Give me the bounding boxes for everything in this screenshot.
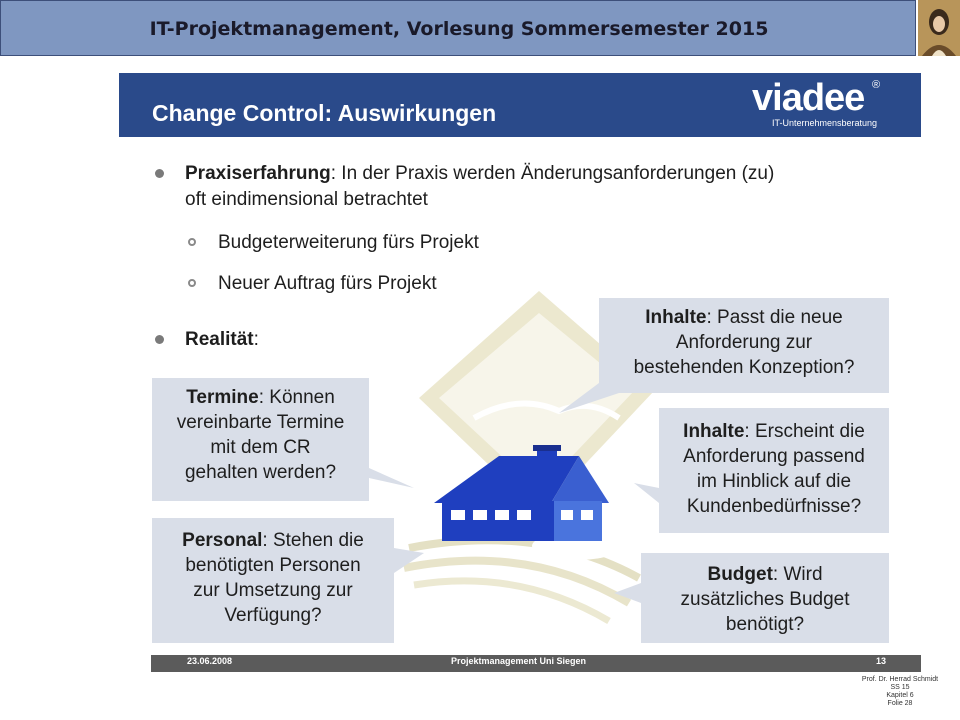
callout-bold: Personal bbox=[182, 530, 263, 551]
top-banner bbox=[0, 0, 916, 56]
callout-inhalte-kunden bbox=[659, 419, 889, 519]
callout-line: zusätzliches Budget bbox=[680, 589, 850, 610]
portrait-image bbox=[918, 0, 960, 56]
bullet-bold: Praxiserfahrung bbox=[185, 163, 331, 184]
callout-text: : Erscheint die bbox=[744, 421, 865, 442]
callout-text: : Wird bbox=[772, 564, 823, 585]
callout-line: mit dem CR bbox=[210, 437, 311, 458]
callout-line: bestehenden Konzeption? bbox=[633, 357, 855, 378]
callout-line: benötigten Personen bbox=[185, 555, 361, 576]
footer-page-number: 13 bbox=[876, 656, 887, 666]
professor-name: Prof. Dr. Herrad Schmidt bbox=[861, 676, 939, 683]
professor-info bbox=[850, 676, 950, 708]
slide-footer bbox=[151, 655, 921, 672]
slide-number: Folie 28 bbox=[887, 700, 913, 707]
brand-registered-mark: ® bbox=[872, 79, 881, 91]
callout-personal bbox=[152, 528, 394, 628]
callout-text: : Können bbox=[258, 387, 335, 408]
sub-bullet-budget: Budgeterweiterung fürs Projekt bbox=[218, 232, 479, 253]
callout-bold: Inhalte bbox=[645, 307, 707, 328]
bullet-bold: Realität bbox=[185, 329, 254, 350]
callout-termine bbox=[152, 385, 369, 485]
callout-line: vereinbarte Termine bbox=[176, 412, 345, 433]
callout-inhalte-konzeption bbox=[599, 305, 889, 380]
callout-line: Anforderung zur bbox=[675, 332, 813, 353]
callout-line: Anforderung passend bbox=[683, 446, 865, 467]
slide bbox=[119, 73, 921, 673]
callout-text: : Passt die neue bbox=[706, 307, 843, 328]
callout-line: benötigt? bbox=[725, 614, 805, 635]
slide-title: Change Control: Auswirkungen bbox=[152, 100, 497, 126]
callout-bold: Budget bbox=[707, 564, 773, 585]
callout-bold: Inhalte bbox=[683, 421, 745, 442]
bullet-text-line2: oft eindimensional betrachtet bbox=[185, 189, 428, 210]
callout-line: zur Umsetzung zur bbox=[193, 580, 353, 601]
footer-date: 23.06.2008 bbox=[187, 656, 233, 666]
brand-subtitle: IT-Unternehmensberatung bbox=[772, 118, 878, 128]
chapter: Kapitel 6 bbox=[886, 692, 914, 699]
course-title: IT-Projektmanagement, Vorlesung Sommersemester 2015 bbox=[149, 18, 769, 40]
callout-budget bbox=[641, 562, 889, 637]
callout-bold: Termine bbox=[186, 387, 259, 408]
footer-center: Projektmanagement Uni Siegen bbox=[451, 656, 587, 666]
brand-name: viadee bbox=[752, 77, 865, 119]
bullet-text: : In der Praxis werden Änderungsanforderungen (zu) bbox=[330, 163, 775, 184]
bullet-text: : bbox=[253, 329, 259, 350]
sub-bullet-auftrag: Neuer Auftrag fürs Projekt bbox=[218, 273, 437, 294]
callout-line: Kundenbedürfnisse? bbox=[686, 496, 862, 517]
callout-text: : Stehen die bbox=[262, 530, 364, 551]
semester: SS 15 bbox=[890, 684, 910, 691]
callout-line: im Hinblick auf die bbox=[696, 471, 852, 492]
callout-line: gehalten werden? bbox=[184, 462, 337, 483]
callout-line: Verfügung? bbox=[224, 605, 322, 626]
